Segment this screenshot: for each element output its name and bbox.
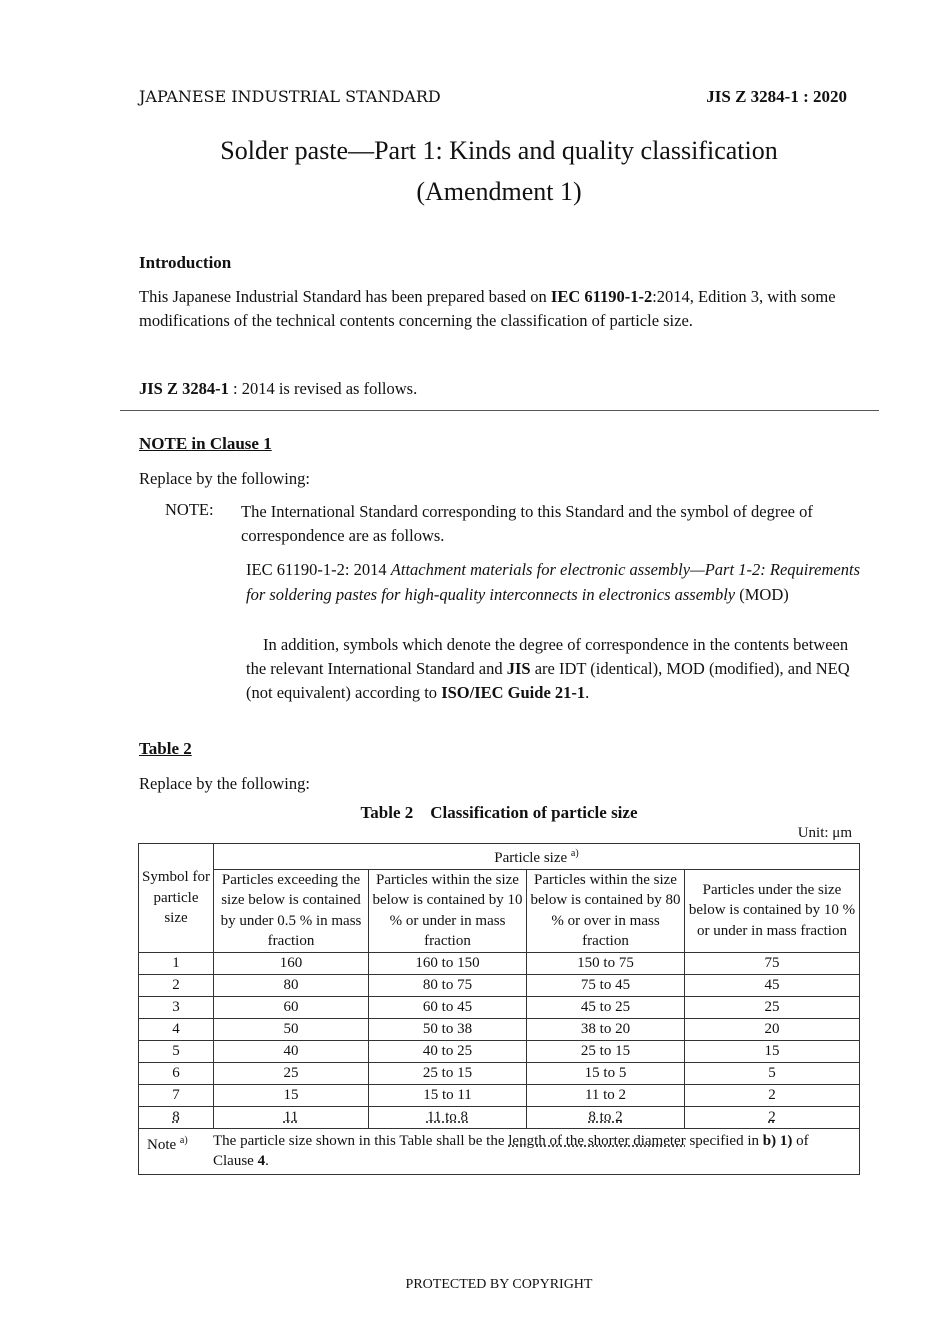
cell-value: 75 — [685, 952, 860, 974]
cell-symbol: 6 — [139, 1062, 214, 1084]
document-subtitle: (Amendment 1) — [416, 177, 582, 206]
introduction-text: This Japanese Industrial Standard has been prepared based on IEC 61190-1-2:2014, Edition 3, with some modifications of the technical contents concerning the classification of particle size. — [139, 287, 836, 330]
document-title: Solder paste—Part 1: Kinds and quality classification — [220, 136, 778, 165]
table-row — [139, 974, 860, 996]
note-text: The International Standard corresponding to this Standard and the symbol of degree of correspondence are as follows. — [241, 502, 813, 545]
cell-value: 15 to 11 — [369, 1084, 527, 1106]
cell-value: 25 — [685, 996, 860, 1018]
cell-symbol: 1 — [139, 952, 214, 974]
header-standard-number: JIS Z 3284-1 : 2020 — [706, 87, 847, 106]
col-header-symbol: Symbol for particle size — [139, 844, 214, 953]
cell-value: 11 to 2 — [527, 1084, 685, 1106]
table-caption: Table 2 Classification of particle size — [360, 803, 638, 822]
table2-heading: Table 2 — [139, 739, 192, 758]
cell-value: 15 — [214, 1084, 369, 1106]
cell-value: 40 — [214, 1040, 369, 1062]
cell-value: 25 to 15 — [527, 1040, 685, 1062]
cell-symbol: 3 — [139, 996, 214, 1018]
cell-value: 25 — [214, 1062, 369, 1084]
cell-symbol: 4 — [139, 1018, 214, 1040]
cell-value: 50 — [214, 1018, 369, 1040]
table-row — [139, 996, 860, 1018]
cell-value: 75 to 45 — [527, 974, 685, 996]
section-divider — [120, 410, 879, 411]
cell-value: 15 to 5 — [527, 1062, 685, 1084]
cell-value: 60 to 45 — [369, 996, 527, 1018]
cell-value: 38 to 20 — [527, 1018, 685, 1040]
table-row — [139, 1040, 860, 1062]
header-left: JAPANESE INDUSTRIAL STANDARD — [139, 87, 441, 106]
table-row — [139, 1062, 860, 1084]
cell-value: 60 — [214, 996, 369, 1018]
cell-value: 2 — [685, 1106, 860, 1128]
particle-size-table — [138, 843, 860, 1175]
cell-value: 80 to 75 — [369, 974, 527, 996]
col-header-under-10: Particles under the size below is contained by 10 % or under in mass fraction — [685, 869, 860, 952]
international-standard-reference: IEC 61190-1-2: 2014 Attachment materials for electronic assembly—Part 1-2: Requirements for soldering pastes for high-quality interconnects in electronics assembly (MOD) — [246, 560, 860, 604]
cell-symbol: 5 — [139, 1040, 214, 1062]
revision-statement: JIS Z 3284-1 : 2014 is revised as follows. — [139, 379, 418, 398]
table-note: Note $^{a)}$ The particle size shown in this Table shall be the length of the shorter diameter specified in b) 1) of Clause 4. — [139, 1128, 860, 1174]
cell-value: 45 — [685, 974, 860, 996]
cell-value: 5 — [685, 1062, 860, 1084]
cell-value: 160 to 150 — [369, 952, 527, 974]
cell-symbol: 8 — [139, 1106, 214, 1128]
cell-value: 20 — [685, 1018, 860, 1040]
table-row — [139, 1084, 860, 1106]
col-header-within-10: Particles within the size below is contained by 10 % or under in mass fraction — [369, 869, 527, 952]
table-row — [139, 952, 860, 974]
cell-value: 150 to 75 — [527, 952, 685, 974]
col-header-particle-size: Particle size $^{a)}$ — [214, 844, 860, 870]
cell-value: 8 to 2 — [527, 1106, 685, 1128]
table2-replace: Replace by the following: — [139, 774, 310, 793]
table-unit: Unit: μm — [797, 825, 852, 841]
cell-value: 15 — [685, 1040, 860, 1062]
introduction-heading: Introduction — [139, 253, 232, 272]
col-header-within-80: Particles within the size below is contained by 80 % or over in mass fraction — [527, 869, 685, 952]
copyright-footer: PROTECTED BY COPYRIGHT — [405, 1277, 593, 1292]
cell-value: 25 to 15 — [369, 1062, 527, 1084]
cell-value: 80 — [214, 974, 369, 996]
cell-value: 40 to 25 — [369, 1040, 527, 1062]
cell-value: 11 to 8 — [369, 1106, 527, 1128]
correspondence-symbols-text: In addition, symbols which denote the degree of correspondence in the contents between the relevant International Standard and JIS are IDT (identical), MOD (modified), and NEQ (not equivalent) according to ISO/IEC Guide 21-1. — [246, 635, 850, 702]
table-row — [139, 1106, 860, 1128]
cell-value: 11 — [214, 1106, 369, 1128]
clause1-heading: NOTE in Clause 1 — [139, 434, 272, 453]
table-row — [139, 1018, 860, 1040]
cell-value: 2 — [685, 1084, 860, 1106]
cell-value: 160 — [214, 952, 369, 974]
col-header-exceeding: Particles exceeding the size below is contained by under 0.5 % in mass fraction — [214, 869, 369, 952]
cell-symbol: 2 — [139, 974, 214, 996]
note-label: NOTE: — [165, 500, 214, 519]
cell-value: 50 to 38 — [369, 1018, 527, 1040]
cell-symbol: 7 — [139, 1084, 214, 1106]
clause1-replace: Replace by the following: — [139, 469, 310, 488]
cell-value: 45 to 25 — [527, 996, 685, 1018]
